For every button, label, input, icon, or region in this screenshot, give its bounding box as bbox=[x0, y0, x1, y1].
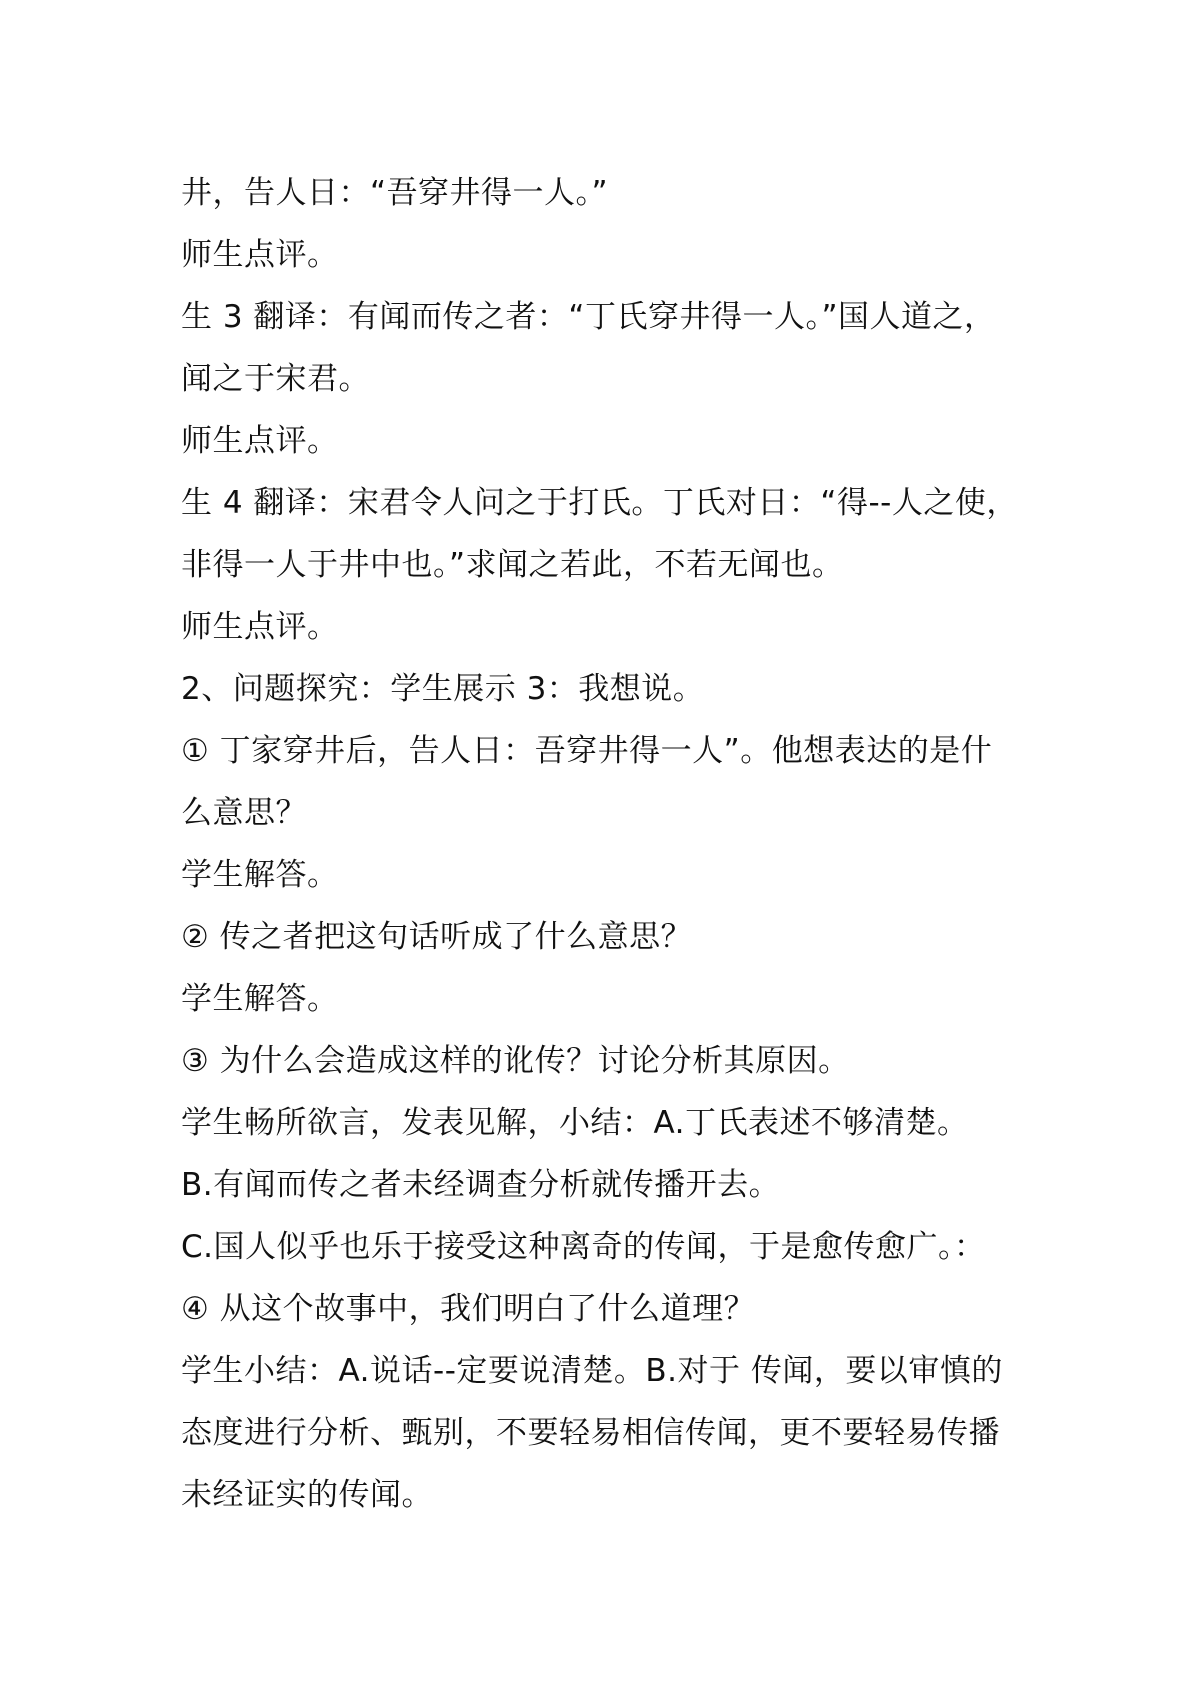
text-line: 未经证实的传闻。 bbox=[181, 1477, 433, 1513]
text-line: 师生点评。 bbox=[181, 237, 339, 273]
question-3: ③ 为什么会造成这样的讹传？讨论分析其原因。 bbox=[181, 1043, 850, 1079]
question-2: ② 传之者把这句话听成了什么意思？ bbox=[181, 919, 693, 955]
text-line: 学生畅所欲言，发表见解，小结：A.丁氏表述不够清楚。 bbox=[181, 1105, 969, 1141]
text-line: 么意思？ bbox=[181, 795, 307, 831]
text-line: 师生点评。 bbox=[181, 423, 339, 459]
text-line: 闻之于宋君。 bbox=[181, 361, 370, 397]
question-1: ① 丁家穿井后，告人日：吾穿井得一人”。他想表达的是什 bbox=[181, 733, 993, 769]
text-line: 生 4 翻译：宋君令人问之于打氏。丁氏对日：“得--人之使， bbox=[181, 485, 1018, 521]
text-line: 学生解答。 bbox=[181, 857, 339, 893]
question-4: ④ 从这个故事中，我们明白了什么道理？ bbox=[181, 1291, 756, 1327]
section-heading: 2、问题探究：学生展示 3：我想说。 bbox=[181, 671, 705, 707]
text-line: 师生点评。 bbox=[181, 609, 339, 645]
text-line: 井，告人日：“吾穿井得一人。” bbox=[181, 175, 609, 211]
text-line: B.有闻而传之者未经调查分析就传播开去。 bbox=[181, 1167, 781, 1203]
text-line: C.国人似乎也乐于接受这种离奇的传闻，于是愈传愈广。： bbox=[181, 1229, 986, 1265]
document-body bbox=[181, 162, 1061, 1526]
text-line: 态度进行分析、甄别，不要轻易相信传闻，更不要轻易传播 bbox=[181, 1415, 1000, 1451]
text-line: 学生解答。 bbox=[181, 981, 339, 1017]
text-line: 非得一人于井中也。”求闻之若此，不若无闻也。 bbox=[181, 547, 844, 583]
text-line: 生 3 翻译：有闻而传之者：“丁氏穿井得一人。”国人道之， bbox=[181, 299, 996, 335]
text-line: 学生小结：A.说话--定要说清楚。B.对于 传闻，要以审慎的 bbox=[181, 1353, 1003, 1389]
